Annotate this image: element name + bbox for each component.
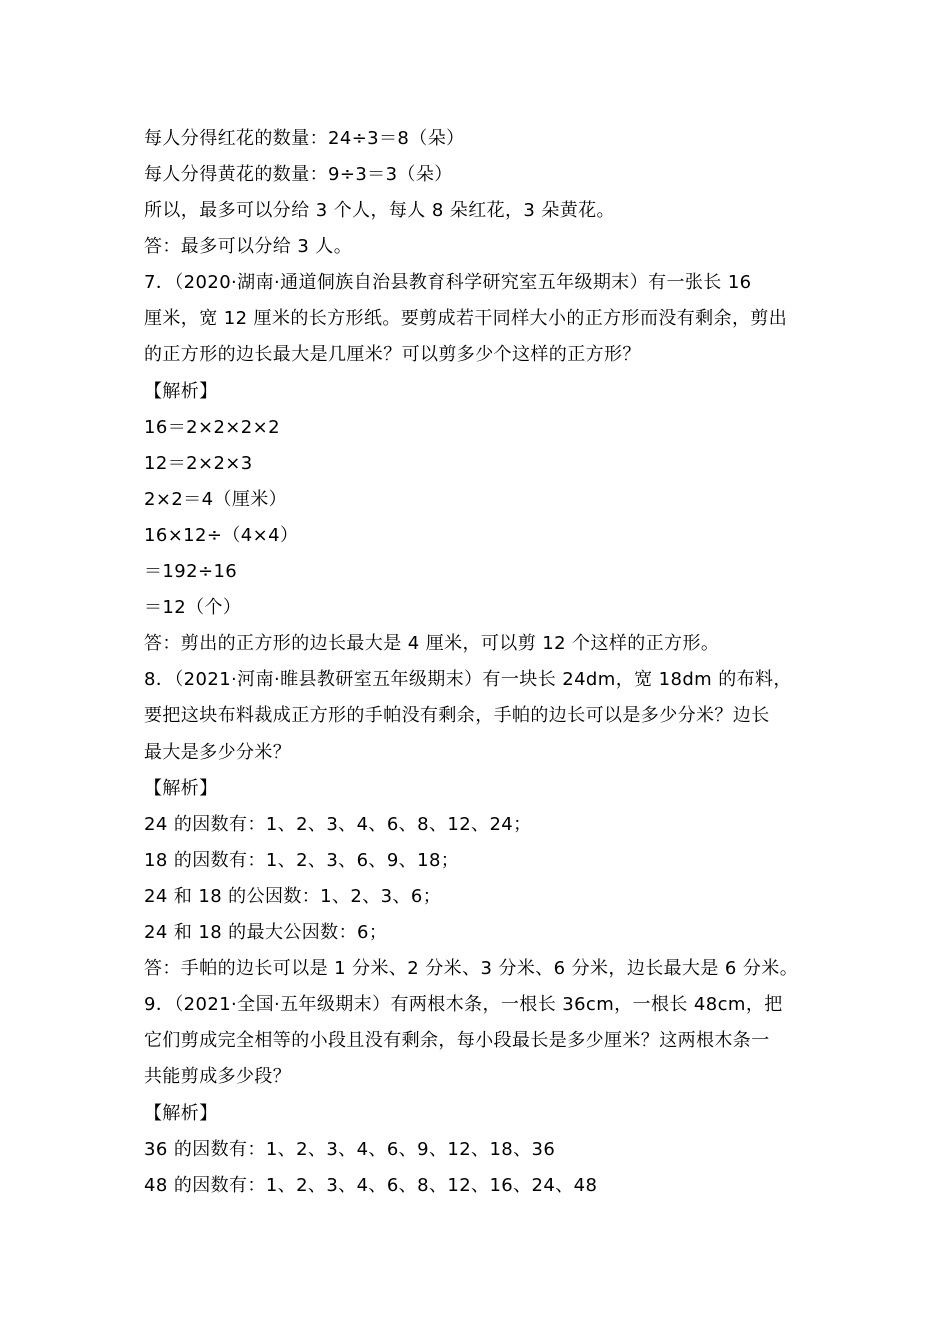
answer-line: 答：手帕的边长可以是 1 分米、2 分米、3 分米、6 分米，边长最大是 6 分米。: [144, 958, 799, 979]
text-line: ＝192÷16: [144, 561, 238, 582]
analysis-heading: 【解析】: [144, 1103, 218, 1124]
analysis-heading: 【解析】: [144, 381, 218, 402]
text-line: 36 的因数有：1、2、3、4、6、9、12、18、36: [144, 1139, 556, 1160]
answer-line: 答：最多可以分给 3 人。: [144, 236, 353, 257]
question-7-line: 7．（2020·湖南·通道侗族自治县教育科学研究室五年级期末）有一张长 16: [144, 272, 752, 293]
text-line: 24 和 18 的最大公因数：6；: [144, 922, 388, 943]
text-line: 48 的因数有：1、2、3、4、6、8、12、16、24、48: [144, 1175, 598, 1196]
answer-line: 答：剪出的正方形的边长最大是 4 厘米，可以剪 12 个这样的正方形。: [144, 633, 720, 654]
text-line: ＝12（个）: [144, 597, 242, 618]
text-line: 每人分得红花的数量：24÷3＝8（朵）: [144, 128, 465, 149]
text-line: 2×2＝4（厘米）: [144, 489, 288, 510]
question-7-line: 的正方形的边长最大是几厘米？可以剪多少个这样的正方形？: [144, 344, 641, 365]
question-7-line: 厘米，宽 12 厘米的长方形纸。要剪成若干同样大小的正方形而没有剩余，剪出: [144, 308, 788, 329]
text-line: 每人分得黄花的数量：9÷3＝3（朵）: [144, 164, 453, 185]
question-9-line: 9．（2021·全国·五年级期末）有两根木条，一根长 36cm，一根长 48cm，把: [144, 994, 783, 1015]
analysis-heading: 【解析】: [144, 778, 218, 799]
question-8-line: 最大是多少分米？: [144, 742, 292, 763]
text-line: 12＝2×2×3: [144, 453, 253, 474]
question-8-line: 8．（2021·河南·睢县教研室五年级期末）有一块长 24dm，宽 18dm 的布料，: [144, 669, 792, 690]
question-9-line: 它们剪成完全相等的小段且没有剩余，每小段最长是多少厘米？这两根木条一: [144, 1030, 770, 1051]
text-line: 16×12÷（4×4）: [144, 525, 299, 546]
text-line: 24 的因数有：1、2、3、4、6、8、12、24；: [144, 814, 532, 835]
text-line: 18 的因数有：1、2、3、6、9、18；: [144, 850, 460, 871]
text-line: 16＝2×2×2×2: [144, 417, 280, 438]
question-8-line: 要把这块布料裁成正方形的手帕没有剩余，手帕的边长可以是多少分米？边长: [144, 705, 770, 726]
text-line: 24 和 18 的公因数：1、2、3、6；: [144, 886, 442, 907]
text-line: 所以，最多可以分给 3 个人，每人 8 朵红花，3 朵黄花。: [144, 200, 615, 221]
question-9-line: 共能剪成多少段？: [144, 1066, 292, 1087]
